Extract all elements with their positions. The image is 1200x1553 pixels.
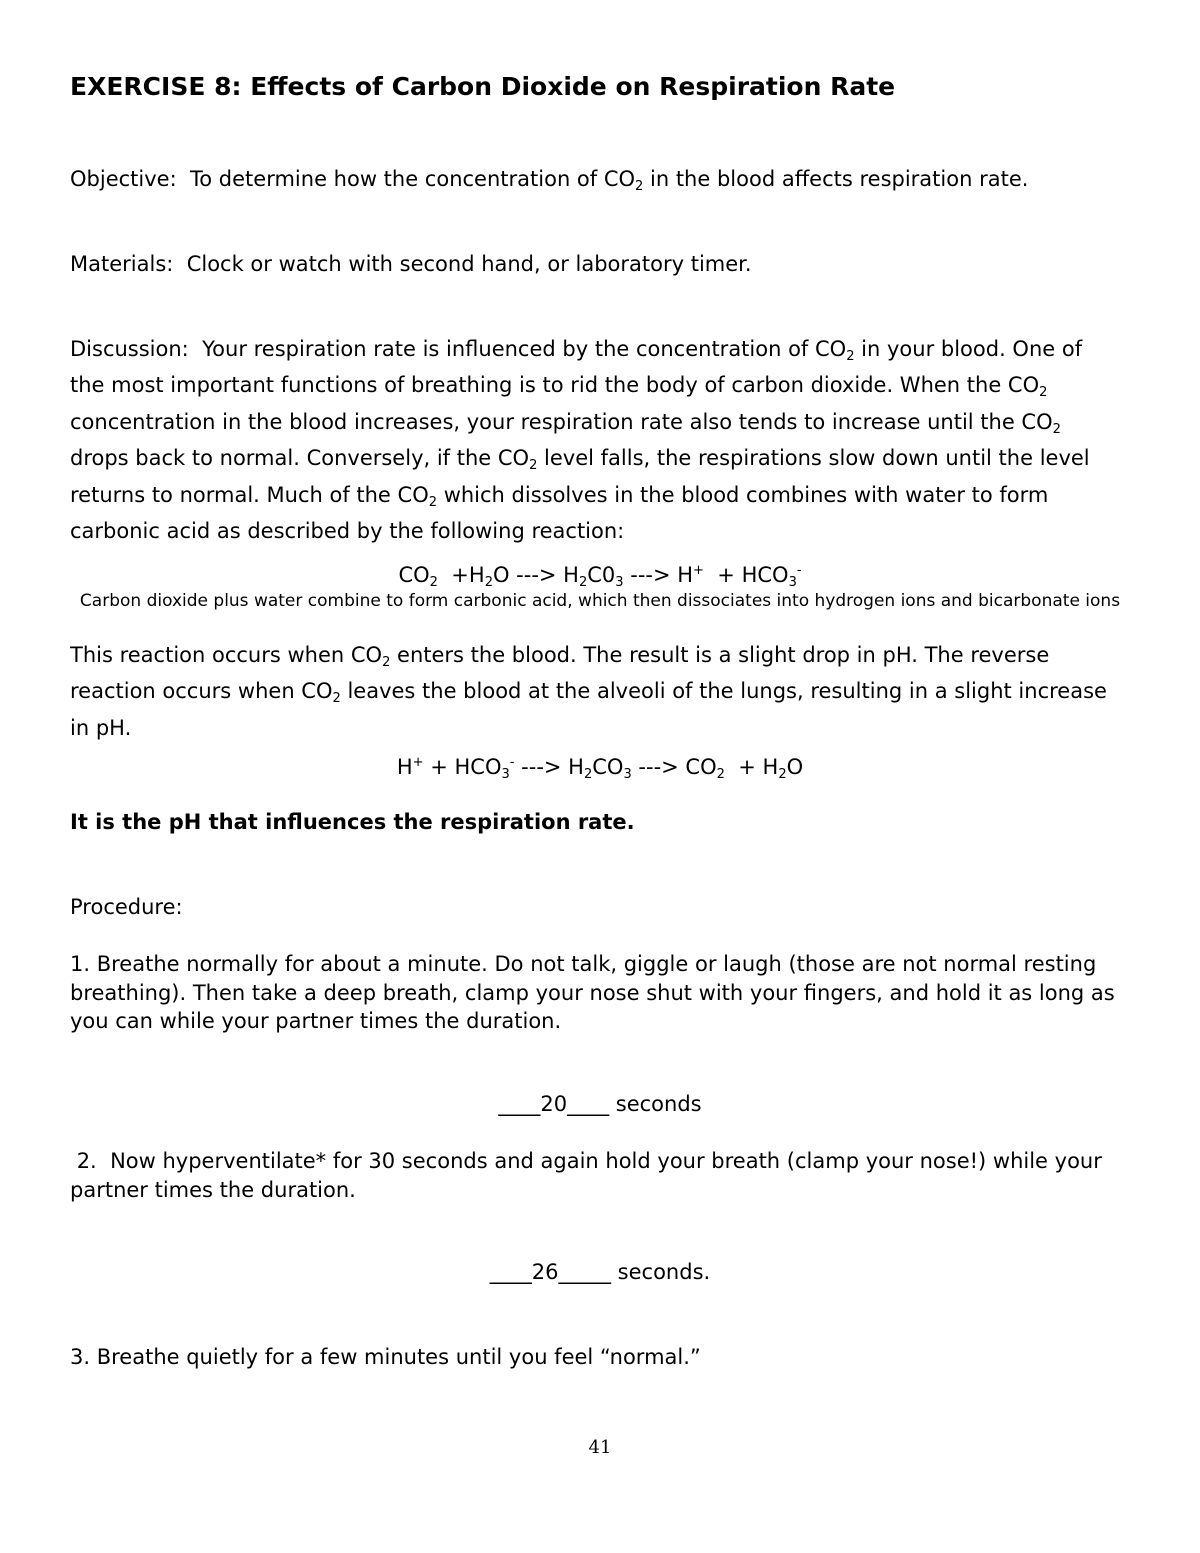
r2-b-sup: - (509, 755, 515, 771)
r2-d: CO (592, 755, 624, 779)
r1-d: C0 (587, 563, 616, 587)
r1-a: CO (398, 563, 430, 587)
discussion-sub-2: 2 (1039, 385, 1048, 401)
r1-b-sub: 2 (484, 574, 493, 590)
page-number: 41 (588, 1437, 612, 1458)
reaction-equation-2 (0, 755, 1200, 782)
r1-f-sub: 3 (788, 574, 797, 590)
r2-c: ---> H (514, 755, 584, 779)
discussion-label: Discussion: (70, 337, 189, 361)
r2-c-sub: 2 (583, 766, 593, 782)
r2-a: H (396, 755, 413, 779)
discussion-sub-5: 2 (428, 494, 438, 510)
page-title: EXERCISE 8: Effects of Carbon Dioxide on Respiration Rate (70, 72, 896, 101)
materials-label: Materials: (70, 252, 174, 276)
reaction-para-sub-1: 2 (382, 654, 391, 670)
objective-line (70, 167, 1028, 194)
materials-line (70, 252, 752, 276)
reaction-para-text-2: enters the blood. The result is a slight drop in pH. The reverse reaction occurs when CO (70, 643, 1050, 704)
r1-f-sup: - (796, 563, 802, 579)
r1-e-sup: + (693, 563, 704, 579)
r2-a-sup: + (412, 755, 424, 771)
procedure-step-1: 1. Breathe normally for about a minute. Do not talk, giggle or laugh (those are not normal resting breathing). Then take a deep breath, clamp your nose shut with your fingers, and hold it as long as you can while your partner times the duration. (70, 952, 1115, 1034)
r1-a-sub: 2 (429, 574, 438, 590)
r1-e: ---> H (623, 563, 694, 587)
r1-c: O ---> H (492, 563, 579, 587)
r1-c-sub: 2 (578, 574, 588, 590)
procedure-step-2: 2. Now hyperventilate* for 30 seconds and again hold your breath (clamp your nose!) while your partner times the duration. (70, 1149, 1109, 1202)
r2-b-sub: 3 (501, 766, 510, 782)
r2-e: ---> CO (631, 755, 717, 779)
discussion-text-3: concentration in the blood increases, your respiration rate also tends to increase until the CO (70, 409, 1053, 434)
r2-f-sub: 2 (778, 766, 787, 782)
materials-text: Clock or watch with second hand, or laboratory timer. (186, 252, 752, 276)
reaction-para-sub-2: 2 (332, 691, 341, 707)
reaction-paragraph (70, 641, 1120, 743)
discussion-sub-3: 2 (1052, 421, 1061, 437)
discussion-sub-4: 2 (529, 458, 538, 474)
r2-e-sub: 2 (716, 766, 725, 782)
r2-d-sub: 3 (623, 766, 632, 782)
r2-f: + H (724, 755, 779, 779)
emphasis-statement: It is the pH that influences the respiration rate. (70, 810, 635, 834)
reaction-para-text-1: This reaction occurs when CO (70, 643, 383, 667)
objective-label: Objective: (70, 167, 177, 191)
procedure-step-3: 3. Breathe quietly for a few minutes until you feel “normal.” (70, 1345, 701, 1369)
r1-b: +H (437, 563, 485, 587)
objective-text-a: To determine how the concentration of CO (190, 167, 636, 191)
r2-b: + HCO (423, 755, 502, 779)
reaction-equation-1 (0, 563, 1200, 590)
reaction-caption: Carbon dioxide plus water combine to form carbonic acid, which then dissociates into hydrogen ions and bicarbonate ions (79, 591, 1121, 611)
objective-text-b: in the blood affects respiration rate. (643, 167, 1029, 191)
discussion-paragraph (70, 335, 1120, 546)
r1-f: + HCO (703, 563, 789, 587)
discussion-sub-1: 2 (846, 348, 855, 364)
discussion-text-6: which dissolves in the blood combines with water to form carbonic acid as described by the following reaction: (70, 482, 1049, 544)
answer-step-1: ____20____ seconds (498, 1092, 702, 1116)
r1-d-sub: 3 (615, 574, 624, 590)
answer-step-2: ____26_____ seconds. (489, 1260, 711, 1284)
r2-g: O (786, 755, 804, 779)
procedure-label: Procedure: (70, 895, 183, 919)
discussion-text-5: level falls, the respirations slow down until the level returns to normal. Much of the CO (70, 446, 1090, 507)
discussion-text-2: in your blood. One of the most important functions of breathing is to rid the body of carbon dioxide. When the CO (70, 337, 1083, 398)
objective-sub: 2 (635, 178, 644, 194)
reaction-para-text-3: leaves the blood at the alveoli of the lungs, resulting in a slight increase in pH. (70, 679, 1107, 740)
discussion-text-4: drops back to normal. Conversely, if the CO (70, 446, 530, 471)
discussion-text-1: Your respiration rate is influenced by the concentration of CO (202, 337, 847, 361)
